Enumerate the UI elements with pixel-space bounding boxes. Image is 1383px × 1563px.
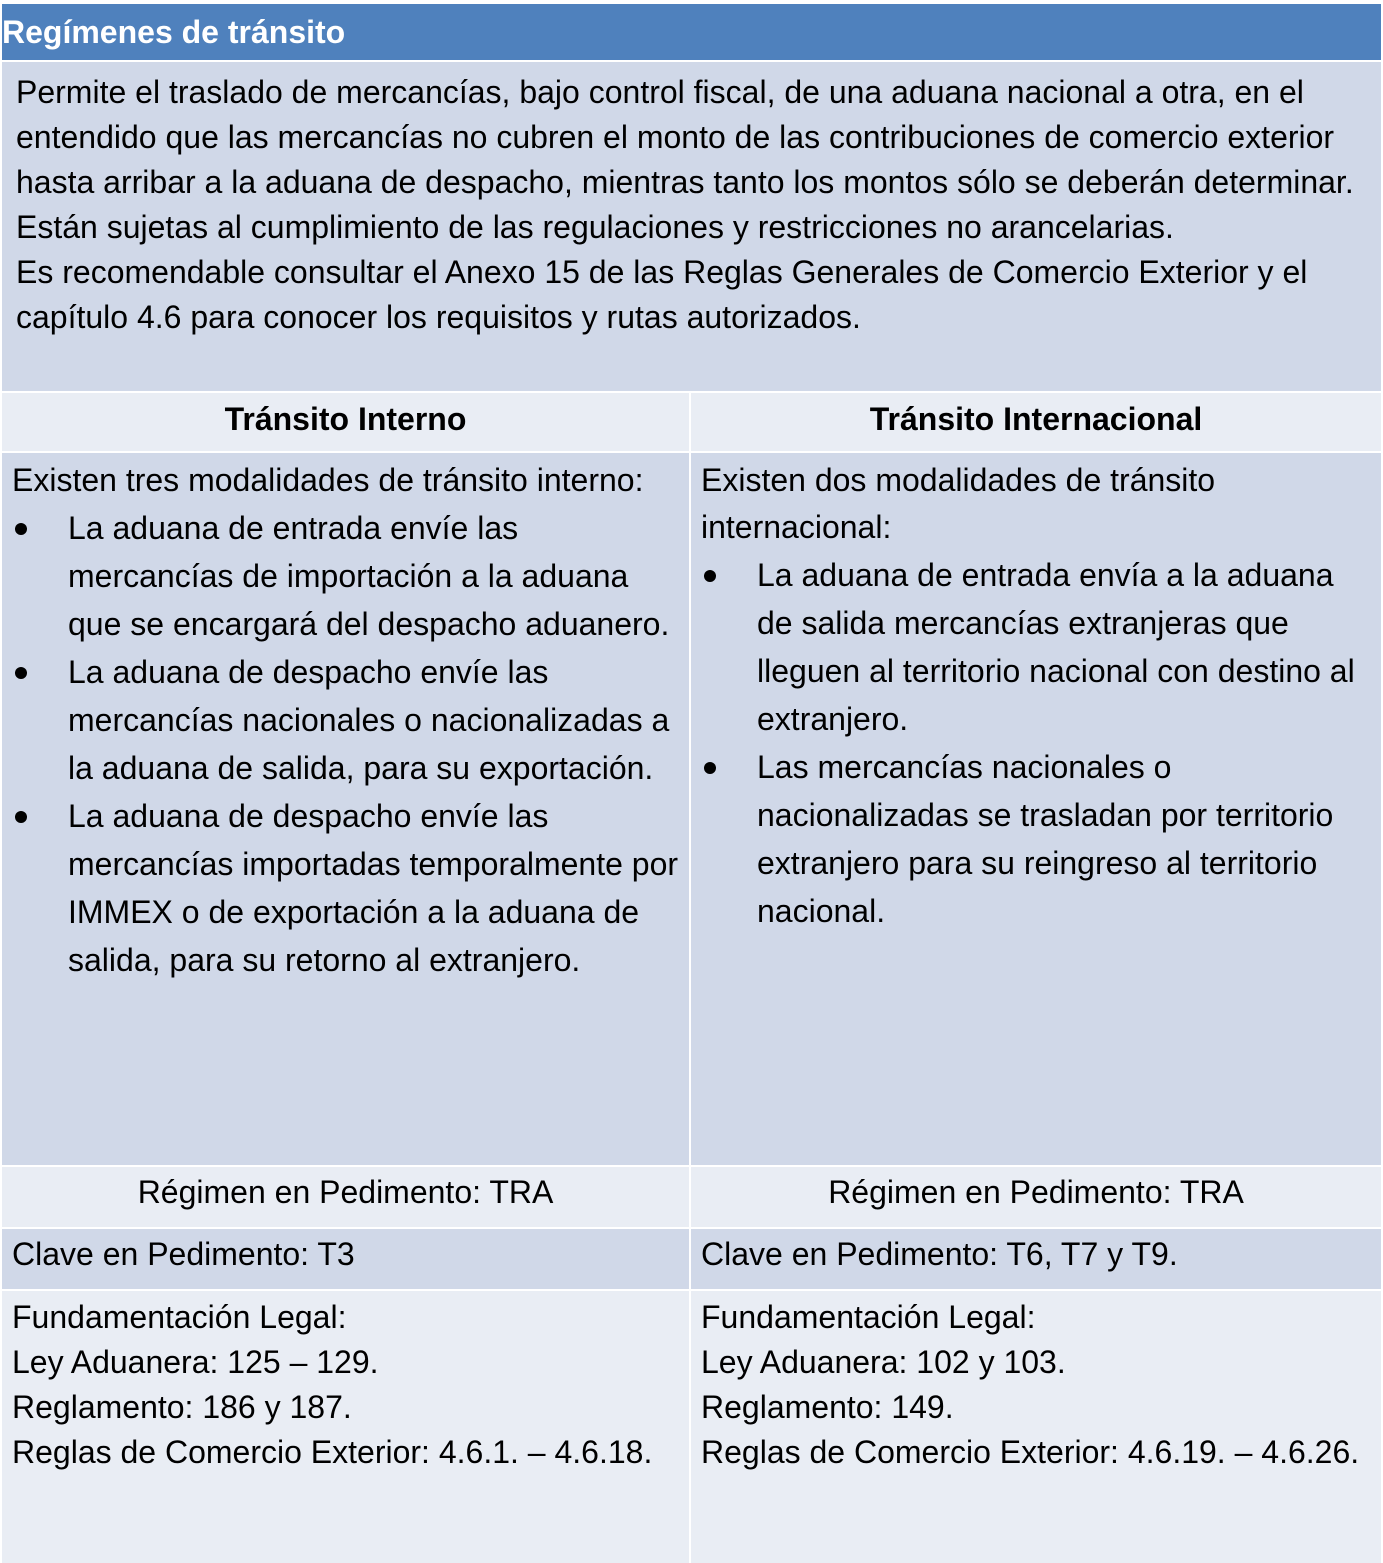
list-item: Las mercancías nacionales o nacionalizadas se trasladan por territorio extranjero para su reingreso al territorio nacional. bbox=[701, 743, 1371, 935]
table-title: Regímenes de tránsito bbox=[2, 4, 1381, 60]
regimen-row bbox=[2, 1165, 1381, 1227]
internacional-clave: Clave en Pedimento: T6, T7 y T9. bbox=[691, 1229, 1381, 1289]
header-transito-internacional: Tránsito Internacional bbox=[691, 393, 1381, 451]
list-item: La aduana de despacho envíe las mercancías importadas temporalmente por IMMEX o de exportación a la aduana de salida, para su retorno al extranjero. bbox=[12, 792, 679, 984]
reglamento: Reglamento: 186 y 187. bbox=[12, 1389, 352, 1425]
internacional-regimen: Régimen en Pedimento: TRA bbox=[691, 1167, 1381, 1227]
reglas-comercio-exterior: Reglas de Comercio Exterior: 4.6.19. – 4.6.26. bbox=[701, 1434, 1360, 1470]
intro-row bbox=[2, 60, 1381, 391]
list-item: La aduana de entrada envíe las mercancías de importación a la aduana que se encargará del despacho aduanero. bbox=[12, 504, 679, 648]
list-item: La aduana de despacho envíe las mercancías nacionales o nacionalizadas a la aduana de salida, para su exportación. bbox=[12, 648, 679, 792]
column-headers-row bbox=[2, 391, 1381, 451]
modalities-row bbox=[2, 451, 1381, 1165]
internacional-list bbox=[701, 551, 1371, 935]
interno-lead: Existen tres modalidades de tránsito interno: bbox=[12, 462, 644, 498]
fundamentacion-label: Fundamentación Legal: bbox=[12, 1299, 347, 1335]
intro-paragraph-1: Permite el traslado de mercancías, bajo control fiscal, de una aduana nacional a otra, en el entendido que las mercancías no cubren el monto de las contribuciones de comercio exterior hasta arribar a la aduana de despacho, mientras tanto los montos sólo se deberán determinar. Están sujetas al cumplimiento de las regulaciones y restricciones no arancelarias. bbox=[16, 74, 1354, 245]
ley-aduanera: Ley Aduanera: 125 – 129. bbox=[12, 1344, 379, 1380]
list-item: La aduana de entrada envía a la aduana de salida mercancías extranjeras que lleguen al territorio nacional con destino al extranjero. bbox=[701, 551, 1371, 743]
interno-regimen: Régimen en Pedimento: TRA bbox=[2, 1167, 691, 1227]
intro-cell bbox=[2, 62, 1381, 391]
internacional-modalities bbox=[691, 453, 1381, 1165]
intro-paragraph-2: Es recomendable consultar el Anexo 15 de las Reglas Generales de Comercio Exterior y el capítulo 4.6 para conocer los requisitos y rutas autorizados. bbox=[16, 254, 1308, 335]
transit-regimes-table bbox=[2, 4, 1381, 1563]
fundamentacion-row bbox=[2, 1289, 1381, 1563]
ley-aduanera: Ley Aduanera: 102 y 103. bbox=[701, 1344, 1066, 1380]
reglas-comercio-exterior: Reglas de Comercio Exterior: 4.6.1. – 4.6.18. bbox=[12, 1434, 653, 1470]
interno-list bbox=[12, 504, 679, 984]
interno-modalities bbox=[2, 453, 691, 1165]
internacional-fundamentacion bbox=[691, 1291, 1381, 1563]
clave-row bbox=[2, 1227, 1381, 1289]
fundamentacion-label: Fundamentación Legal: bbox=[701, 1299, 1036, 1335]
interno-fundamentacion bbox=[2, 1291, 691, 1563]
header-transito-interno: Tránsito Interno bbox=[2, 393, 691, 451]
reglamento: Reglamento: 149. bbox=[701, 1389, 954, 1425]
internacional-lead: Existen dos modalidades de tránsito internacional: bbox=[701, 462, 1216, 545]
interno-clave: Clave en Pedimento: T3 bbox=[2, 1229, 691, 1289]
